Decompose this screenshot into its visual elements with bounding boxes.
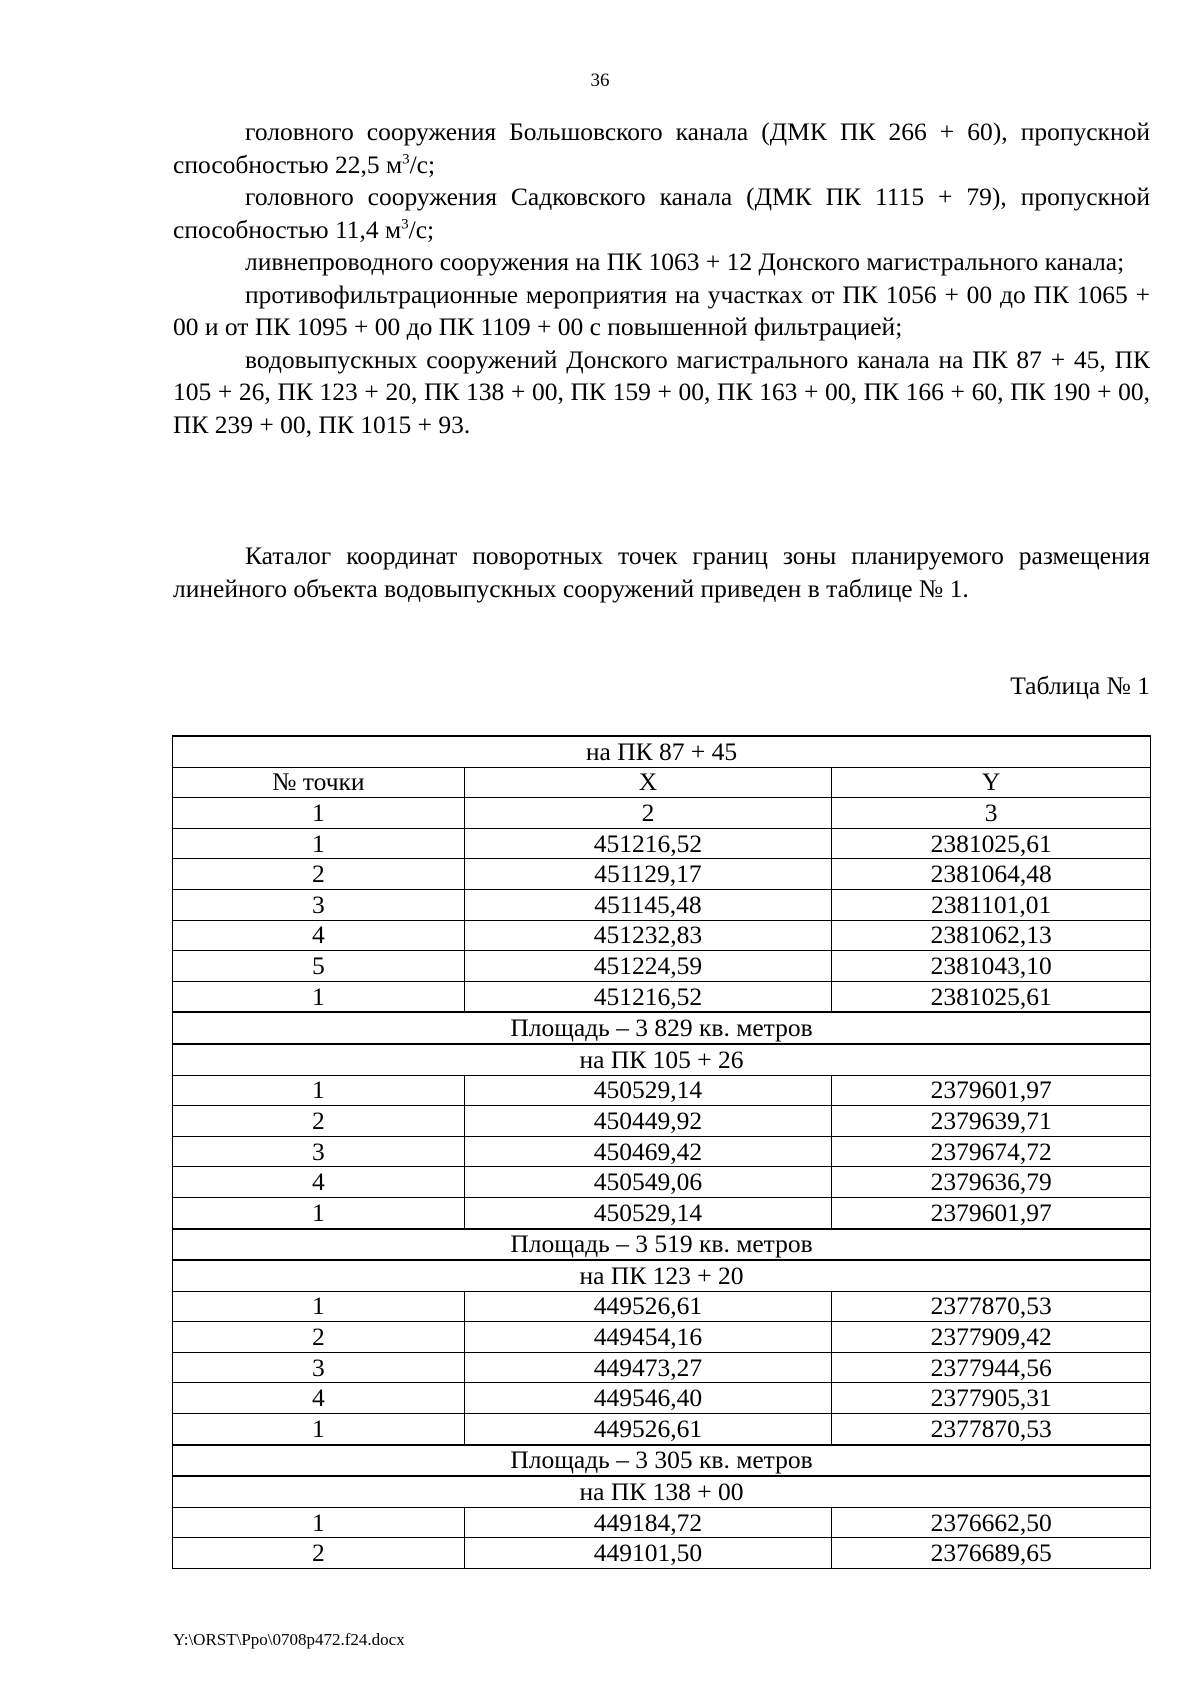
- point-number-cell: 5: [173, 951, 465, 982]
- superscript: 3: [401, 216, 409, 232]
- point-number-cell: 1: [173, 1291, 465, 1322]
- coordinates-table: [172, 735, 1151, 1569]
- header-point-number: № точки: [173, 767, 465, 798]
- table-row: [173, 1352, 1151, 1383]
- section-title: на ПК 105 + 26: [173, 1044, 1151, 1075]
- x-cell: 451216,52: [464, 981, 832, 1012]
- point-number-cell: 1: [173, 1414, 465, 1445]
- y-cell: 2379674,72: [832, 1136, 1151, 1167]
- table-row: [173, 1075, 1151, 1106]
- table-row: [173, 828, 1151, 859]
- section-title: на ПК 123 + 20: [173, 1260, 1151, 1291]
- y-cell: 2381025,61: [832, 981, 1151, 1012]
- y-cell: 2379601,97: [832, 1075, 1151, 1106]
- point-number-cell: 3: [173, 889, 465, 920]
- y-cell: 2381101,01: [832, 889, 1151, 920]
- x-cell: 449526,61: [464, 1414, 832, 1445]
- header-y: Y: [832, 767, 1151, 798]
- point-number-cell: 4: [173, 920, 465, 951]
- paragraph-text: головного сооружения Большовского канала (ДМК ПК 266 + 60), пропускной способностью 22,5 м: [173, 117, 1150, 179]
- table-row: [173, 1507, 1151, 1538]
- table-section-row: [173, 736, 1151, 767]
- paragraph-sadkovsky: [173, 181, 1150, 246]
- table-row: [173, 1322, 1151, 1353]
- table-section-row: [173, 1044, 1151, 1075]
- x-cell: 449454,16: [464, 1322, 832, 1353]
- page-number: 36: [590, 70, 610, 91]
- x-cell: 449101,50: [464, 1538, 832, 1569]
- catalog-paragraph: Каталог координат поворотных точек границ зоны планируемого размещения линейного объекта водовыпускных сооружений приведен в таблице № 1.: [173, 541, 1150, 603]
- paragraph-bolshovsky: [173, 116, 1150, 181]
- point-number-cell: 3: [173, 1352, 465, 1383]
- paragraph-tail: /с;: [408, 214, 435, 244]
- point-number-cell: 2: [173, 1322, 465, 1353]
- x-cell: 451224,59: [464, 951, 832, 982]
- section-title: на ПК 87 + 45: [173, 736, 1151, 767]
- x-cell: 451216,52: [464, 828, 832, 859]
- table-row: [173, 859, 1151, 890]
- point-number-cell: 1: [173, 828, 465, 859]
- point-number-cell: 1: [173, 1507, 465, 1538]
- y-cell: 2377909,42: [832, 1322, 1151, 1353]
- table-row: [173, 1383, 1151, 1414]
- point-number-cell: 4: [173, 1167, 465, 1198]
- point-number-cell: 2: [173, 1106, 465, 1137]
- column-number: 3: [832, 798, 1151, 829]
- paragraph-storm-drain: ливнепроводного сооружения на ПК 1063 + 12 Донского магистрального канала;: [245, 247, 1125, 276]
- y-cell: 2381064,48: [832, 859, 1151, 890]
- point-number-cell: 1: [173, 981, 465, 1012]
- table-area-row: [173, 1012, 1151, 1044]
- footer-file-path: Y:\ORST\Ppo\0708p472.f24.docx: [173, 1630, 405, 1649]
- x-cell: 451232,83: [464, 920, 832, 951]
- table-section-row: [173, 1260, 1151, 1291]
- table-header-row: [173, 767, 1151, 798]
- paragraph-anti-filtration: противофильтрационные мероприятия на участках от ПК 1056 + 00 до ПК 1065 + 00 и от ПК 1095 + 00 до ПК 1109 + 00 с повышенной фильтрацией;: [173, 279, 1150, 341]
- y-cell: 2381025,61: [832, 828, 1151, 859]
- paragraph-tail: /с;: [409, 149, 436, 179]
- y-cell: 2376689,65: [832, 1538, 1151, 1569]
- point-number-cell: 4: [173, 1383, 465, 1414]
- column-number: 2: [464, 798, 832, 829]
- section-title: на ПК 138 + 00: [173, 1476, 1151, 1507]
- y-cell: 2379636,79: [832, 1167, 1151, 1198]
- table-row: [173, 920, 1151, 951]
- y-cell: 2379601,97: [832, 1197, 1151, 1228]
- table-row: [173, 1167, 1151, 1198]
- table-row: [173, 889, 1151, 920]
- y-cell: 2377905,31: [832, 1383, 1151, 1414]
- x-cell: 450529,14: [464, 1197, 832, 1228]
- table-column-numbers-row: [173, 798, 1151, 829]
- table-row: [173, 1197, 1151, 1228]
- x-cell: 450549,06: [464, 1167, 832, 1198]
- y-cell: 2379639,71: [832, 1106, 1151, 1137]
- y-cell: 2381062,13: [832, 920, 1151, 951]
- point-number-cell: 1: [173, 1197, 465, 1228]
- x-cell: 450469,42: [464, 1136, 832, 1167]
- x-cell: 451129,17: [464, 859, 832, 890]
- table-row: [173, 951, 1151, 982]
- y-cell: 2377870,53: [832, 1291, 1151, 1322]
- body-text: [173, 116, 1150, 441]
- table-section-row: [173, 1476, 1151, 1507]
- area-text: Площадь – 3 829 кв. метров: [173, 1012, 1151, 1044]
- table-row: [173, 1291, 1151, 1322]
- column-number: 1: [173, 798, 465, 829]
- y-cell: 2377870,53: [832, 1414, 1151, 1445]
- area-text: Площадь – 3 305 кв. метров: [173, 1445, 1151, 1477]
- paragraph-text: головного сооружения Садковского канала (ДМК ПК 1115 + 79), пропускной способностью 11,4 м: [173, 182, 1150, 244]
- table-row: [173, 981, 1151, 1012]
- point-number-cell: 2: [173, 859, 465, 890]
- y-cell: 2381043,10: [832, 951, 1151, 982]
- point-number-cell: 2: [173, 1538, 465, 1569]
- table-area-row: [173, 1229, 1151, 1261]
- x-cell: 450529,14: [464, 1075, 832, 1106]
- x-cell: 449473,27: [464, 1352, 832, 1383]
- x-cell: 449184,72: [464, 1507, 832, 1538]
- area-text: Площадь – 3 519 кв. метров: [173, 1229, 1151, 1261]
- x-cell: 450449,92: [464, 1106, 832, 1137]
- table-area-row: [173, 1445, 1151, 1477]
- x-cell: 451145,48: [464, 889, 832, 920]
- point-number-cell: 1: [173, 1075, 465, 1106]
- x-cell: 449526,61: [464, 1291, 832, 1322]
- table-row: [173, 1136, 1151, 1167]
- paragraph-outlet-structures: водовыпускных сооружений Донского магистрального канала на ПК 87 + 45, ПК 105 + 26, ПК 123 + 20, ПК 138 + 00, ПК 159 + 00, ПК 163 + 00, ПК 166 + 60, ПК 190 + 00, ПК 239 + 00, ПК 1015 + 93.: [173, 344, 1150, 439]
- table-row: [173, 1106, 1151, 1137]
- superscript: 3: [402, 151, 410, 167]
- y-cell: 2376662,50: [832, 1507, 1151, 1538]
- point-number-cell: 3: [173, 1136, 465, 1167]
- table-label: Таблица № 1: [1010, 671, 1150, 700]
- x-cell: 449546,40: [464, 1383, 832, 1414]
- header-x: X: [464, 767, 832, 798]
- y-cell: 2377944,56: [832, 1352, 1151, 1383]
- table-row: [173, 1414, 1151, 1445]
- table-row: [173, 1538, 1151, 1569]
